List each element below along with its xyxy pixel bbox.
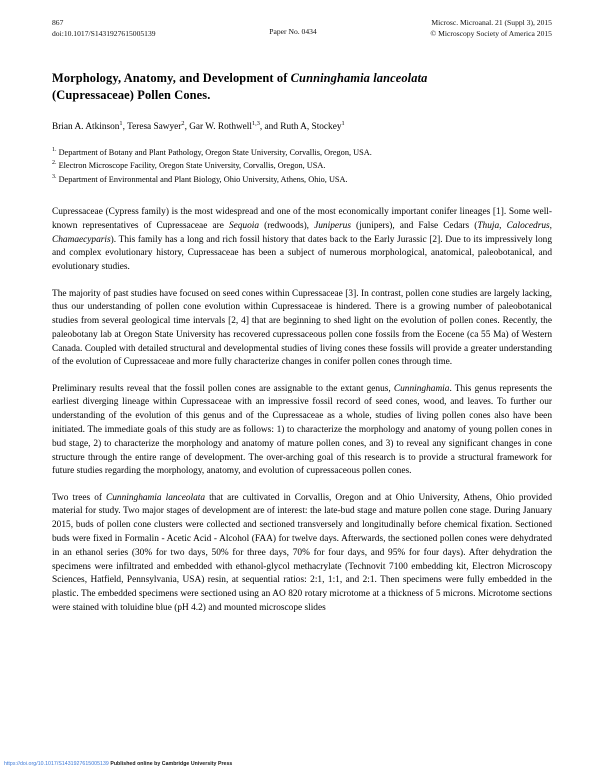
page-footer — [4, 761, 232, 767]
affiliation-item — [52, 146, 552, 159]
author-affiliation-marker: 1 — [119, 119, 123, 127]
paragraph-text: . This genus represents the earliest diverging lineage within Cupressaceae with an impressive fossil record of seed cones, wood, and leaves. To further our understanding of the evolution of this genus and of the Cupressaceae as a whole, studies of living pollen cones also have been initiated. The immediate goals of this study are as follows: 1) to characterize the morphology and anatomy of young pollen cones in bud stage, 2) to characterize the morphology and anatomy of mature pollen cones, and 3) to reveal any significant changes in cone structure through the entire range of development. The over-arching goal of this research is to provide a structural framework for future studies regarding the morphology, anatomy, and evolution of cupressaceous pollen cones. — [52, 383, 552, 477]
title-species-name: Cunninghamia lanceolata — [290, 70, 428, 85]
published-online-note: Published online by Cambridge University Press — [108, 760, 233, 767]
affiliation-number: 3. — [52, 173, 57, 180]
title-part-two: (Cupressaceae) Pollen Cones. — [52, 88, 211, 103]
page-number: 867 — [52, 18, 64, 27]
genus-name-group: Thuja, Calocedrus, Chamaecyparis — [52, 220, 552, 245]
paragraph-text: (junipers), and False Cedars ( — [350, 220, 478, 231]
author-name: Teresa Sawyer — [127, 121, 182, 132]
page-title — [52, 70, 552, 105]
author-affiliation-marker: 2 — [181, 119, 185, 127]
running-head — [52, 18, 552, 40]
author-separator: , — [122, 121, 128, 132]
paragraph-text: Cupressaceae (Cypress family) is the most widespread and one of the most economically important conifer lineages [1]. Some well-known representatives of Cupressaceae are — [52, 207, 552, 231]
author-name: Ruth A, Stockey — [280, 121, 342, 132]
affiliation-number: 1. — [52, 147, 57, 154]
paragraph-text: that are cultivated in Corvallis, Oregon and at Ohio University, Athens, Ohio provided material for study. Two major stages of development are of interest: the late-bud stage and mature pollen cone stage. During January 2015, buds of pollen cone clusters were collected and sectioned transversely and longitudinally before chemical fixation. Sectioned buds were fixed in Formalin - Acetic Acid - Alcohol (FAA) for twelve days. Afterwards, the sectioned pollen cones were dehydrated in an ethanol series (30% for two days, 50% for three days, 70% for four days, and 95% for four days). After dehydration the specimens were infiltrated and embedded with ethanol-glycol methacrylate (Technovit 7100 embedding kit, Electron Microscopy Sciences, Hatfield, Pennsylvania, USA) resin, at sequential ratios: 2:1, 1:1, and 2:1. Then specimens were fully embedded in the plastic. The embedded specimens were sectioned using an AO 820 rotary microtome at a thickness of 5 microns. Microtome sections were stained with toluidine blue (pH 4.2) and mounted microscope slides — [52, 492, 552, 613]
affiliation-list — [52, 146, 552, 186]
body-paragraph — [52, 383, 552, 479]
running-head-left — [52, 18, 156, 40]
journal-reference: Microsc. Microanal. 21 (Suppl 3), 2015 — [431, 18, 552, 27]
author-separator: , — [184, 121, 190, 132]
affiliation-item — [52, 159, 552, 172]
paragraph-text: Two trees of — [52, 492, 107, 503]
author-affiliation-marker: 1,3 — [251, 119, 260, 127]
genus-name: Juniperus — [314, 220, 351, 231]
article-body — [52, 206, 552, 616]
body-paragraph — [52, 206, 552, 275]
author-list — [52, 121, 552, 134]
running-head-right — [430, 18, 552, 40]
page-content — [52, 18, 552, 616]
genus-name: Sequoia — [228, 220, 260, 231]
paragraph-text: Preliminary results reveal that the fossil pollen cones are assignable to the extant genus, — [52, 383, 394, 394]
author-separator: , and — [259, 121, 281, 132]
affiliation-text: Department of Botany and Plant Pathology, Oregon State University, Corvallis, Oregon, USA. — [58, 147, 372, 157]
affiliation-number: 2. — [52, 160, 57, 167]
body-paragraph: The majority of past studies have focused on seed cones within Cupressaceae [3]. In contrast, pollen cone studies are largely lacking, thus our understanding of pollen cone evolution within Cupressaceae is hindered. There is a growing number of paleobotanical studies from several geological time intervals [2, 4] that are beginning to shed light on the evolution of pollen cones. Recently, the paleobotany lab at Oregon State University has recovered cupressaceous pollen cone fossils from the Eocene (ca 55 Ma) of Western Canada. Coupled with detailed structural and developmental studies of living cones these fossils will provide a greater understanding of the evolution of Cupressaceae and more fully characterize changes in conifer pollen cones through time. — [52, 288, 552, 368]
doi-link[interactable]: https://doi.org/10.1017/S1431927615005139 — [4, 760, 109, 767]
affiliation-text: Electron Microscope Facility, Oregon State University, Corvallis, Oregon, USA. — [58, 161, 326, 171]
title-part-one: Morphology, Anatomy, and Development of — [52, 70, 291, 85]
article-doi: doi:10.1017/S1431927615005139 — [52, 28, 156, 38]
affiliation-item — [52, 173, 552, 186]
affiliation-text: Department of Environmental and Plant Biology, Ohio University, Athens, Ohio, USA. — [58, 174, 348, 184]
author-name: Brian A. Atkinson — [52, 121, 120, 132]
author-affiliation-marker: 1 — [341, 119, 345, 127]
paragraph-text: (redwoods), — [259, 220, 315, 231]
paragraph-text: ). This family has a long and rich fossil history that dates back to the Early Jurassic [2]. Due to its impressively long and complex evolutionary history, Cupressaceae has been a subject of numerous morphological, anatomical, paleobotanical, and evolutionary studies. — [52, 234, 552, 273]
genus-name: Cunninghamia — [393, 383, 450, 394]
body-paragraph — [52, 492, 552, 616]
copyright-line: © Microscopy Society of America 2015 — [430, 28, 552, 38]
species-name: Cunninghamia lanceolata — [106, 492, 206, 503]
author-name: Gar W. Rothwell — [189, 121, 252, 132]
paper-number: Paper No. 0434 — [269, 27, 317, 36]
